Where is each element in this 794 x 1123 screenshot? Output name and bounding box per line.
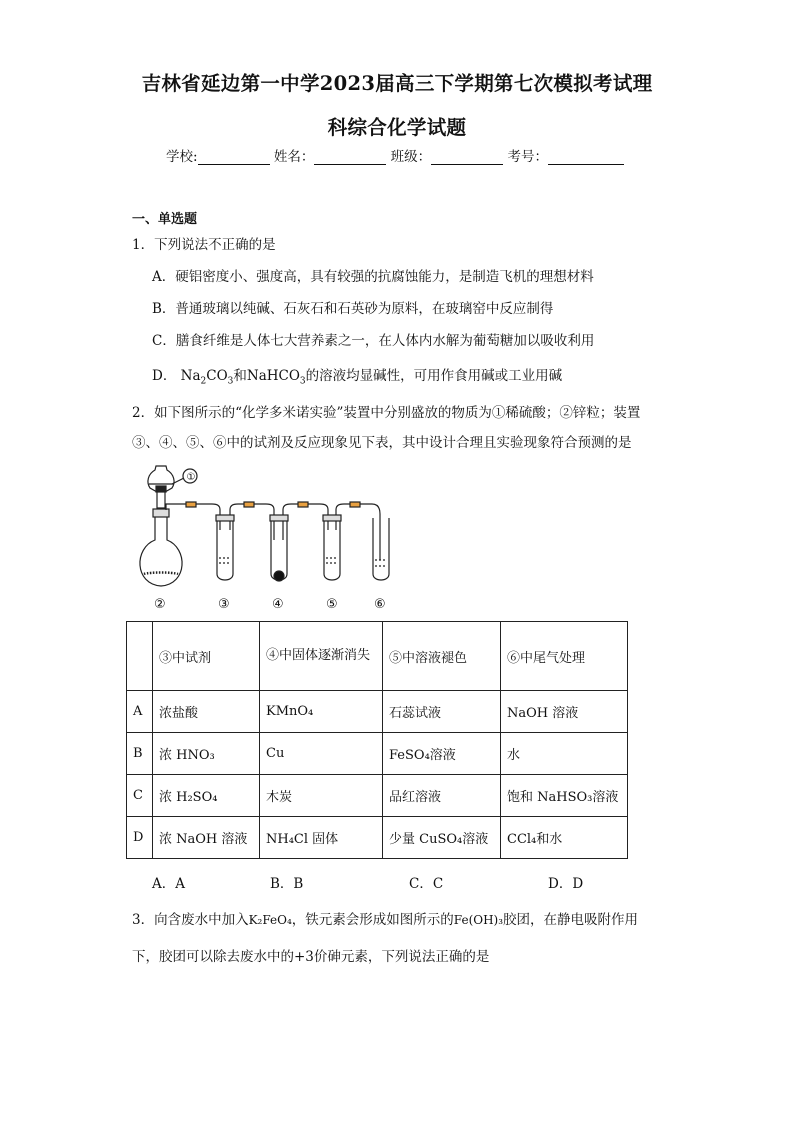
apparatus-figure [120,460,410,615]
number-label: 考号： [507,149,548,165]
q3-text-c: 胶团，在静电吸附作用 [503,912,639,928]
section-heading: 一、单选题 [132,212,198,227]
q1-option-a: A．硬铝密度小、强度高，具有较强的抗腐蚀能力，是制造飞机的理想材料 [152,269,594,285]
table-header-cell: ③中试剂 [153,622,260,691]
table-cell: C [127,775,153,817]
q2-stem-line2: ③、④、⑤、⑥中的试剂及反应现象见下表，其中设计合理且实验现象符合预测的是 [132,435,632,451]
school-blank [198,150,270,165]
q2-option-b[interactable]: B．B [270,876,304,892]
figure-label-2: ② [154,597,166,612]
table-row [127,817,628,859]
table-cell: NH₄Cl 固体 [260,817,383,859]
formula-k2feo4: K₂FeO₄ [248,913,292,927]
q2-option-c[interactable]: C．C [409,876,444,892]
page-title-line1: 吉林省延边第一中学2023届高三下学期第七次模拟考试理 [141,72,653,95]
q3-text-b: ，铁元素会形成如图所示的 [291,912,454,928]
q1-d-and: 和 [233,368,247,384]
table-header-cell: ④中固体逐渐消失 [260,622,383,691]
table-cell: B [127,733,153,775]
class-label: 班级： [390,149,432,165]
table-header-cell: ⑥中尾气处理 [501,622,628,691]
table-cell: NaOH 溶液 [501,691,628,733]
q2-table [126,621,628,859]
table-row [127,733,628,775]
q2-option-d[interactable]: D．D [548,876,584,892]
student-info-row [166,145,624,165]
table-row [127,691,628,733]
figure-label-3: ③ [218,597,230,612]
table-cell: 木炭 [260,775,383,817]
table-header-row [127,622,628,691]
table-cell: 水 [501,733,628,775]
table-row [127,775,628,817]
table-cell: 浓 NaOH 溶液 [153,817,260,859]
class-blank [431,150,503,165]
formula-feoh3: Fe(OH)₃ [453,913,504,927]
name-blank [314,150,386,165]
table-cell: 饱和 NaHSO₃溶液 [501,775,628,817]
table-cell: KMnO₄ [260,691,383,733]
figure-label-1: ① [186,472,196,483]
number-blank [548,150,624,165]
q2-stem-line1: 2．如下图所示的“化学多米诺实验”装置中分别盛放的物质为①稀硫酸；②锌粒；装置 [132,405,641,421]
table-cell: 石蕊试液 [383,691,501,733]
page-title-line2: 科综合化学试题 [327,116,467,139]
table-cell: 品红溶液 [383,775,501,817]
figure-label-4: ④ [272,597,284,612]
table-cell: D [127,817,153,859]
q2-option-a[interactable]: A．A [152,876,185,892]
q1-option-d [152,364,562,387]
q3-stem-line2: 下，胶团可以除去废水中的+3价砷元素，下列说法正确的是 [132,949,490,965]
q3-text-a: 3．向含废水中加入 [132,912,249,928]
table-header-cell: ⑤中溶液褪色 [383,622,501,691]
name-label: 姓名： [273,149,315,165]
formula-nahco3: NaHCO$_3$ [246,368,306,387]
table-cell: CCl₄和水 [501,817,628,859]
school-label: 学校: [166,149,198,165]
table-cell: 浓 H₂SO₄ [153,775,260,817]
figure-label-6: ⑥ [374,597,386,612]
q3-stem-line1 [132,908,638,928]
figure-label-5: ⑤ [326,597,338,612]
table-cell: 少量 CuSO₄溶液 [383,817,501,859]
q1-option-b: B．普通玻璃以纯碱、石灰石和石英砂为原料，在玻璃窑中反应制得 [152,301,554,317]
q1-d-suffix: 的溶液均显碱性，可用作食用碱或工业用碱 [305,368,563,384]
table-cell: Cu [260,733,383,775]
q1-option-c: C．膳食纤维是人体七大营养素之一，在人体内水解为葡萄糖加以吸收利用 [152,333,595,349]
table-cell: 浓 HNO₃ [153,733,260,775]
table-cell: A [127,691,153,733]
table-cell: FeSO₄溶液 [383,733,501,775]
q1-stem: 1．下列说法不正确的是 [132,237,276,253]
q1-d-prefix: D． [152,368,177,384]
formula-na2co3: $Na_2CO_3$ [180,368,234,387]
table-header-cell [127,622,153,691]
table-cell: 浓盐酸 [153,691,260,733]
